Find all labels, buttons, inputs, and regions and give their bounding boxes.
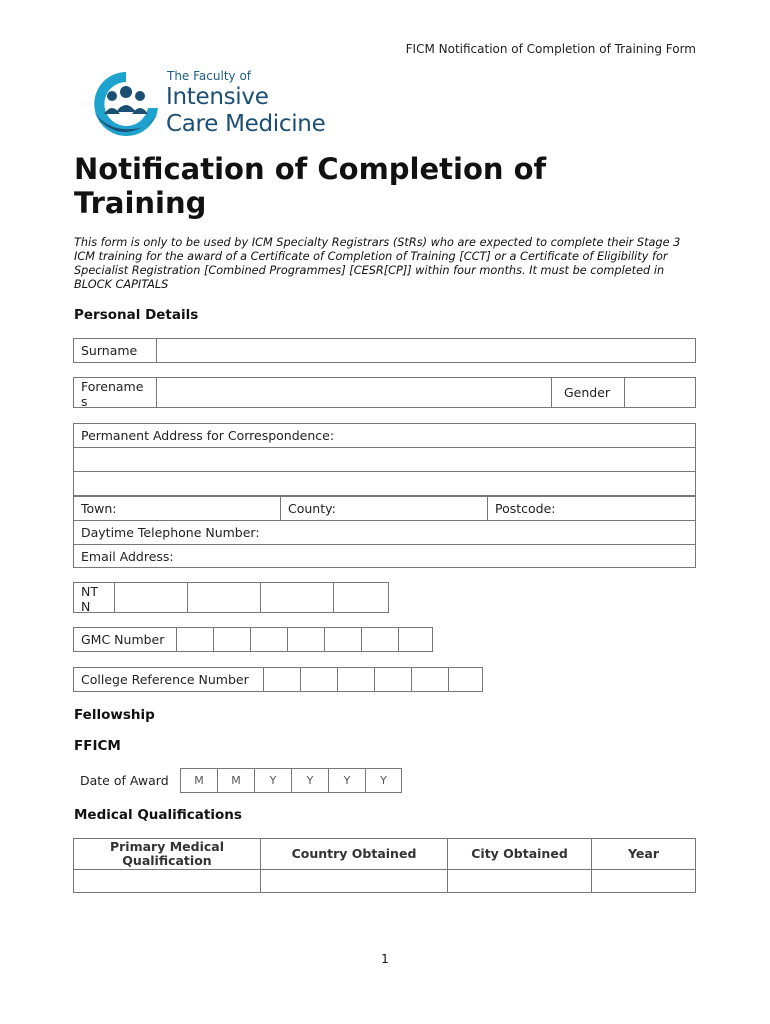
page-number: 1 [381,952,389,966]
gmc-box-3[interactable] [250,627,288,652]
ntn-row [73,582,389,613]
address-block [73,423,696,568]
gmc-box-2[interactable] [213,627,251,652]
col-header-country [260,838,448,870]
gmc-box-5[interactable] [324,627,362,652]
phone-label: Daytime Telephone Number: [81,525,260,540]
gmc-box-7[interactable] [398,627,433,652]
gmc-box-1[interactable] [176,627,214,652]
email-field[interactable] [73,544,696,568]
intro-text: This form is only to be used by ICM Specialty Registrars (StRs) who are expected to complete their Stage 3 ICM training for the award of a Certificate of Completion of Training [CCT] or a Certificate of Eligibility for Specialist Registration [Combined Programmes] [CESR[CP]] within four months. It must be completed in BLOCK CAPITALS [74,236,681,291]
ntn-box-2[interactable] [187,582,261,613]
forenames-field[interactable] [156,377,552,408]
college-ref-box-1[interactable] [263,667,301,692]
gmc-label: GMC Number [81,632,165,647]
date-box-1-placeholder: M [194,774,204,787]
medical-qualifications-heading: Medical Qualifications [74,807,242,823]
logo-line-1: The Faculty of [167,69,252,83]
col-header-year-text: Year [628,846,659,861]
postcode-field[interactable] [487,496,696,521]
surname-label: Surname [81,343,138,358]
college-ref-box-2[interactable] [300,667,338,692]
col-header-city-text: City Obtained [471,846,568,861]
ntn-box-3[interactable] [260,582,334,613]
gmc-box-6[interactable] [361,627,399,652]
faculty-logo [90,68,380,140]
date-box-3-placeholder: Y [269,774,277,787]
email-label: Email Address: [81,549,174,564]
date-box-2-placeholder: M [231,774,241,787]
running-header: FICM Notification of Completion of Training Form [405,42,696,56]
date-box-5-placeholder: Y [343,774,351,787]
faculty-emblem-icon [90,68,162,140]
address-label: Permanent Address for Correspondence: [81,428,335,443]
address-line-1-field[interactable] [73,447,696,472]
logo-line-3: Care Medicine [166,111,326,137]
fellowship-heading: Fellowship [74,707,155,723]
forenames-label: Forename s [81,379,144,409]
city-obtained-field[interactable] [447,869,592,893]
forenames-row [73,377,696,408]
date-of-award-field [180,768,402,793]
date-box-3[interactable] [254,768,292,793]
town-field[interactable] [73,496,281,521]
college-ref-row [73,667,483,692]
surname-field[interactable] [156,338,696,363]
ntn-box-4[interactable] [333,582,389,613]
county-label: County: [288,501,336,516]
gmc-row [73,627,433,652]
page-title: Notification of Completion of Training [74,152,547,220]
town-label: Town: [81,501,117,516]
col-header-year [591,838,696,870]
logo-line-2: Intensive [166,84,269,110]
surname-row [73,338,696,363]
col-header-primary-qualification [73,838,261,870]
date-box-2[interactable] [217,768,255,793]
date-box-6-placeholder: Y [380,774,387,787]
col-header-city [447,838,592,870]
year-field[interactable] [591,869,696,893]
gender-label: Gender [564,385,611,400]
date-of-award-label: Date of Award [80,773,169,788]
date-box-6[interactable] [365,768,402,793]
medical-qualifications-table [73,838,696,893]
gender-field[interactable] [624,377,696,408]
county-field[interactable] [280,496,488,521]
address-line-2-field[interactable] [73,471,696,496]
college-ref-box-4[interactable] [374,667,412,692]
date-box-5[interactable] [328,768,366,793]
country-obtained-field[interactable] [260,869,448,893]
date-box-4[interactable] [291,768,329,793]
gmc-box-4[interactable] [287,627,325,652]
date-box-4-placeholder: Y [306,774,314,787]
personal-details-heading: Personal Details [74,307,199,323]
primary-qualification-field[interactable] [73,869,261,893]
col-header-country-text: Country Obtained [291,846,417,861]
college-ref-box-3[interactable] [337,667,375,692]
phone-field[interactable] [73,520,696,545]
college-ref-box-6[interactable] [448,667,483,692]
college-ref-box-5[interactable] [411,667,449,692]
ntn-box-1[interactable] [114,582,188,613]
college-ref-label: College Reference Number [81,672,249,687]
postcode-label: Postcode: [495,501,556,516]
date-box-1[interactable] [180,768,218,793]
ffficm-heading: FFICM [74,738,121,754]
ntn-label: NT N [81,584,98,614]
col-header-primary-qualification-text: Primary Medical Qualification [109,839,224,868]
